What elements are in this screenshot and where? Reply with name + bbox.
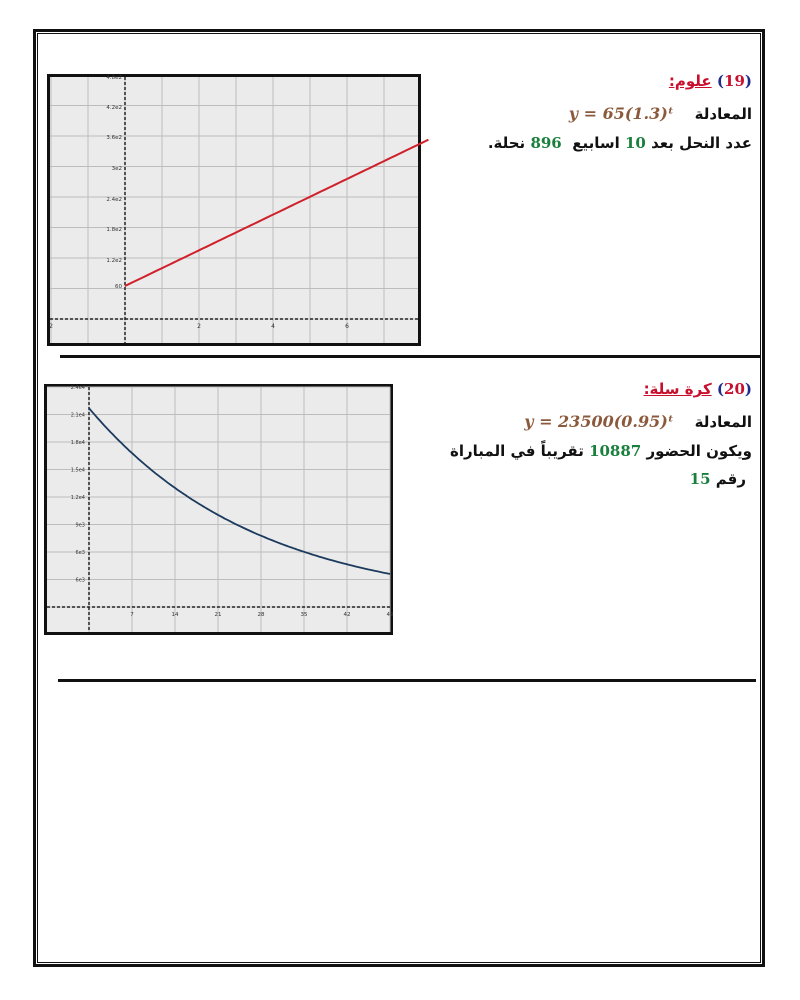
x-tick-label: 2	[49, 323, 53, 330]
growth-graph-svg	[50, 77, 418, 343]
answer-text-b: تقريباً في المباراة	[450, 442, 584, 460]
x-tick-label: 35	[300, 612, 308, 618]
x-tick-label: 14	[171, 612, 179, 618]
y-tick-label: 1.5e4	[70, 467, 85, 474]
paren-open: (	[744, 72, 752, 90]
paren-open: (	[744, 380, 752, 398]
answer-text-a: عدد النحل بعد	[651, 134, 752, 152]
problem-20	[420, 380, 752, 500]
game-number-value: 15	[689, 470, 711, 488]
problem-19-answer-line	[488, 134, 752, 152]
y-tick-label: 4.2e2	[106, 105, 122, 111]
y-tick-label: 4.8e2	[106, 75, 122, 81]
growth-equation: y = 65(1.3)ᵗ	[568, 104, 674, 123]
decay-equation: y = 23500(0.95)ᵗ	[524, 412, 674, 431]
problem-19-title: علوم:	[668, 72, 712, 90]
y-tick-label: 1.8e2	[106, 227, 122, 233]
y-tick-label: 1.2e2	[106, 258, 122, 264]
problem-20-answer-line	[450, 442, 752, 460]
answer-text-c: نحلة.	[487, 134, 526, 152]
answer-text-c: رقم	[715, 470, 746, 488]
weeks-value: 10	[624, 134, 646, 152]
equation-label: المعادلة	[694, 413, 752, 431]
divider-1	[60, 355, 760, 358]
problem-20-title: كرة سلة:	[643, 380, 712, 398]
problem-19	[430, 72, 752, 162]
y-tick-label: 3.6e2	[106, 135, 122, 141]
decay-graph	[44, 384, 393, 635]
x-tick-label: 49	[386, 612, 394, 618]
x-tick-label: 28	[257, 612, 265, 618]
x-tick-label: 21	[214, 612, 222, 618]
attendance-value: 10887	[589, 442, 642, 460]
problem-20-heading	[644, 380, 752, 398]
paren-close: )	[716, 72, 725, 90]
x-tick-label: 42	[343, 612, 351, 618]
growth-curve	[125, 140, 428, 286]
problem-19-equation-line	[569, 104, 752, 123]
x-tick-label: 6	[345, 323, 349, 330]
y-tick-label: 1.8e4	[70, 440, 85, 446]
decay-graph-svg	[47, 385, 394, 632]
problem-19-heading	[669, 72, 752, 90]
y-tick-label: 2.4e4	[70, 385, 85, 391]
growth-graph	[47, 74, 421, 346]
equation-label: المعادلة	[694, 105, 752, 123]
answer-text-b: اسابيع	[572, 134, 620, 152]
y-tick-label: 6e3	[75, 550, 85, 556]
answer-text-a: ويكون الحضور	[646, 442, 752, 460]
problem-20-number: 20	[724, 380, 745, 398]
y-tick-label: 60	[115, 284, 122, 290]
x-tick-label: 4	[271, 323, 275, 330]
problem-20-equation-line	[524, 412, 752, 431]
y-tick-label: 2.4e2	[106, 197, 122, 203]
y-tick-label: 3e2	[111, 166, 122, 172]
y-tick-label: 6e3	[75, 577, 85, 584]
y-tick-label: 9e3	[75, 522, 85, 529]
problem-19-number: 19	[724, 72, 745, 90]
x-tick-label: 7	[130, 612, 134, 618]
bees-value: 896	[530, 134, 562, 152]
divider-2	[58, 679, 756, 682]
problem-20-answer-line-2	[690, 470, 746, 488]
x-tick-label: 2	[197, 323, 201, 330]
y-tick-label: 2.1e4	[70, 412, 85, 419]
y-tick-label: 1.2e4	[70, 495, 85, 501]
paren-close: )	[716, 380, 725, 398]
decay-curve	[89, 408, 390, 574]
